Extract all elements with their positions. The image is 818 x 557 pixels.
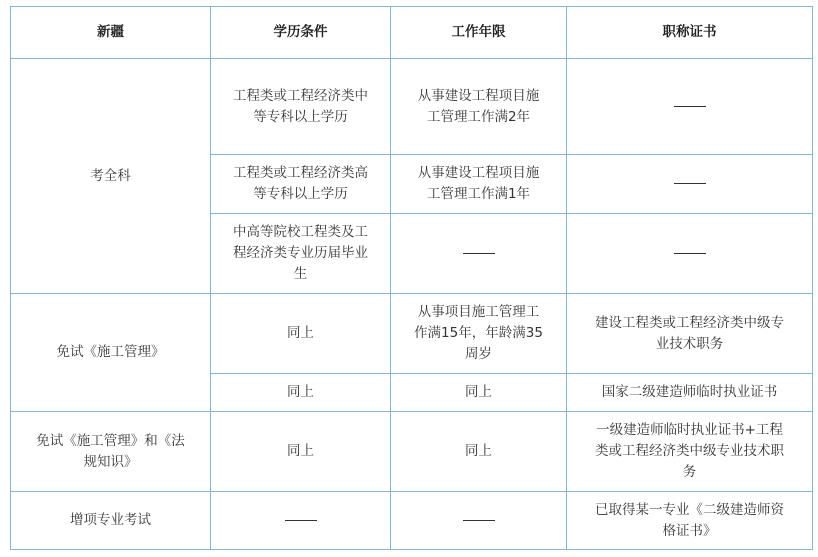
dash-mark	[674, 253, 706, 254]
table-row	[11, 492, 813, 550]
certificate-cell	[567, 59, 813, 155]
category-cell: 免试《施工管理》	[11, 294, 211, 412]
certificate-cell	[567, 155, 813, 214]
category-cell: 增项专业考试	[11, 492, 211, 550]
dash-mark	[463, 520, 495, 521]
experience-cell: 从事建设工程项目施 工管理工作满1年	[391, 155, 567, 214]
education-cell	[211, 492, 391, 550]
education-cell: 工程类或工程经济类中 等专科以上学历	[211, 59, 391, 155]
dash-mark	[463, 253, 495, 254]
education-cell: 同上	[211, 374, 391, 412]
certificate-cell: 一级建造师临时执业证书+工程 类或工程经济类中级专业技术职 务	[567, 412, 813, 492]
certificate-cell: 已取得某一专业《二级建造师资 格证书》	[567, 492, 813, 550]
table-row	[11, 412, 813, 492]
table-row	[11, 59, 813, 155]
dash-mark	[285, 520, 317, 521]
header-certificate: 职称证书	[567, 7, 813, 59]
header-experience: 工作年限	[391, 7, 567, 59]
table-row	[11, 294, 813, 374]
header-region: 新疆	[11, 7, 211, 59]
experience-cell: 同上	[391, 412, 567, 492]
header-education: 学历条件	[211, 7, 391, 59]
experience-cell: 同上	[391, 374, 567, 412]
education-cell: 工程类或工程经济类高 等专科以上学历	[211, 155, 391, 214]
category-cell: 考全科	[11, 59, 211, 294]
certificate-cell	[567, 214, 813, 294]
header-row	[11, 7, 813, 59]
education-cell: 同上	[211, 294, 391, 374]
dash-mark	[674, 106, 706, 107]
experience-cell	[391, 214, 567, 294]
requirements-table	[10, 6, 813, 550]
education-cell: 同上	[211, 412, 391, 492]
experience-cell: 从事建设工程项目施 工管理工作满2年	[391, 59, 567, 155]
education-cell: 中高等院校工程类及工 程经济类专业历届毕业 生	[211, 214, 391, 294]
experience-cell	[391, 492, 567, 550]
category-cell: 免试《施工管理》和《法 规知识》	[11, 412, 211, 492]
certificate-cell: 国家二级建造师临时执业证书	[567, 374, 813, 412]
dash-mark	[674, 183, 706, 184]
certificate-cell: 建设工程类或工程经济类中级专 业技术职务	[567, 294, 813, 374]
experience-cell: 从事项目施工管理工 作满15年，年龄满35 周岁	[391, 294, 567, 374]
